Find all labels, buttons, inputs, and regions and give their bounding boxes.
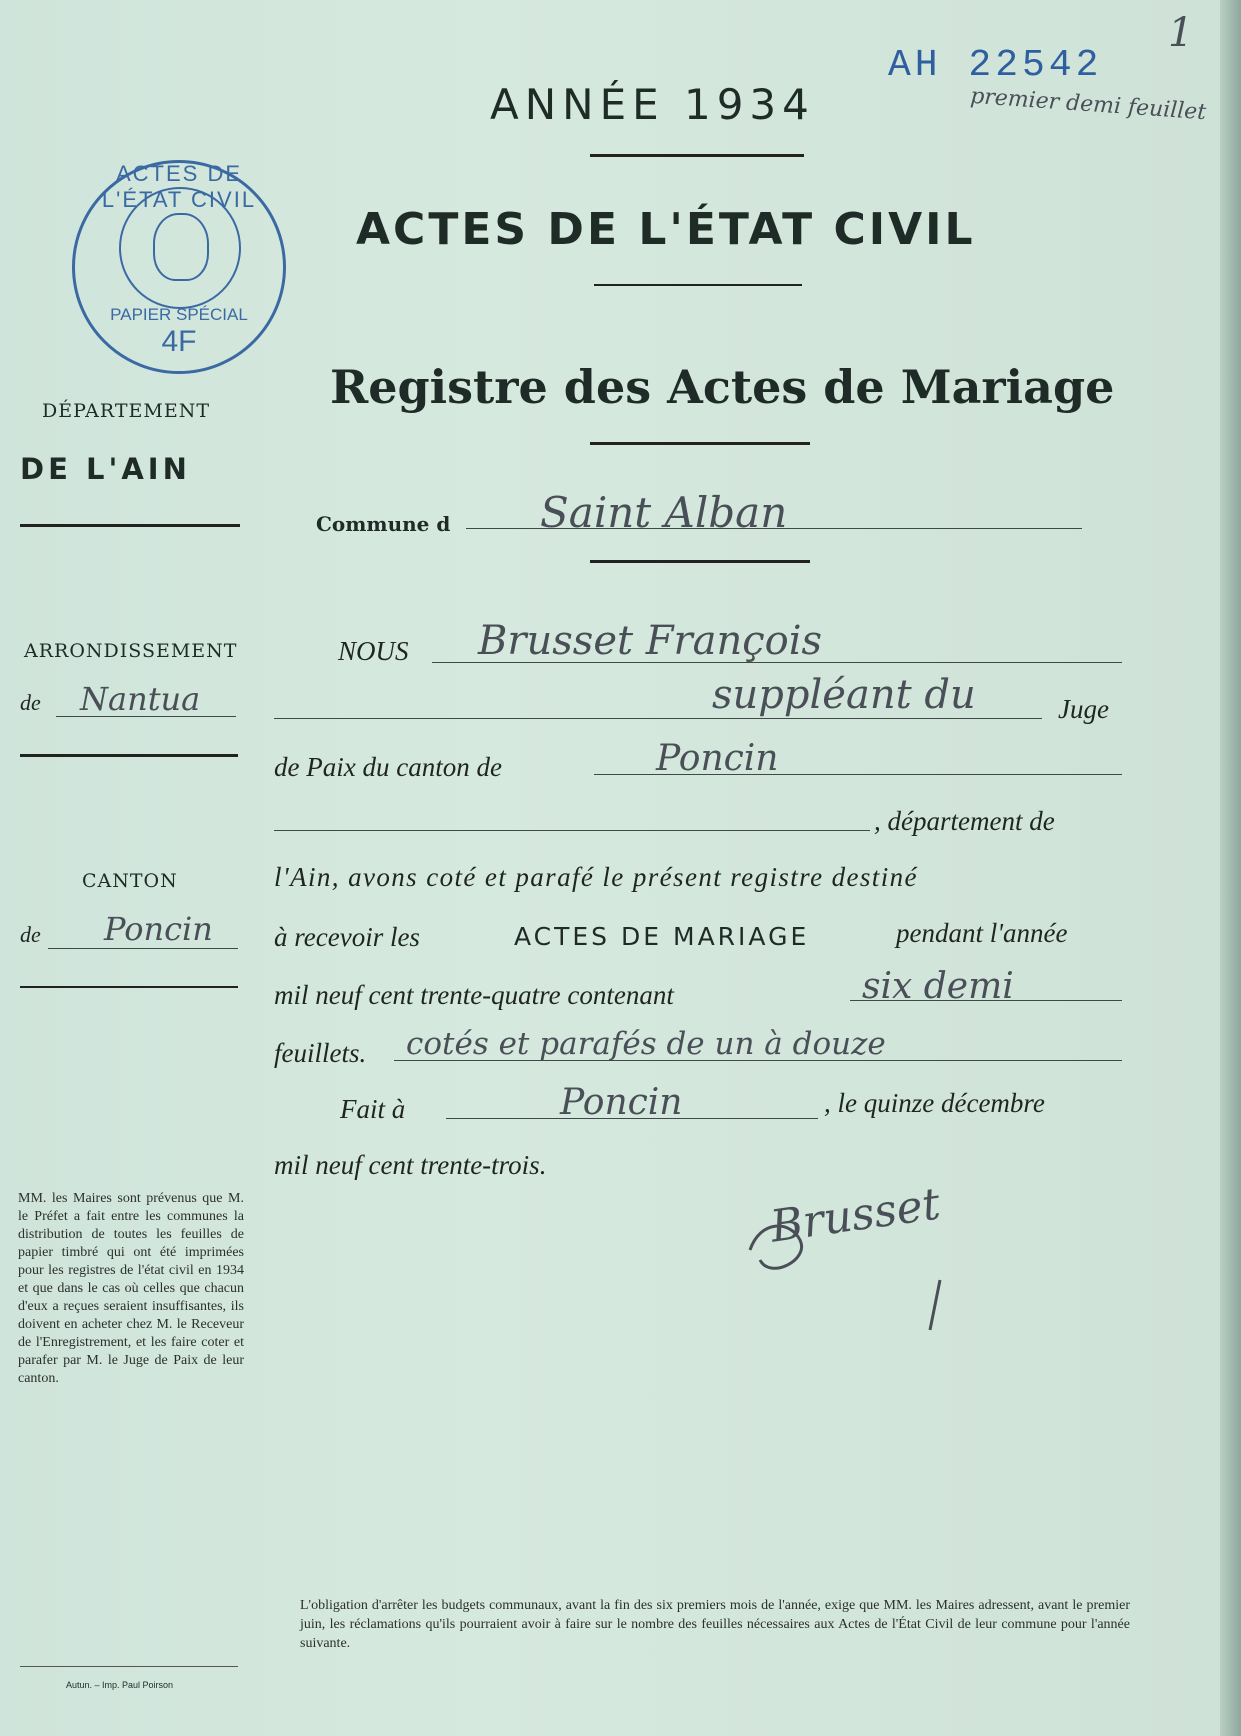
line-ain: l'Ain, avons coté et parafé le présent registre destiné <box>274 862 918 892</box>
page-title: ACTES DE L'ÉTAT CIVIL <box>356 204 976 255</box>
corner-number: 1 <box>1168 10 1194 56</box>
line-recevoir-c: pendant l'année <box>896 918 1068 948</box>
departement-rule <box>20 524 240 527</box>
canton-label: CANTON <box>82 870 178 892</box>
footer-note: L'obligation d'arrêter les budgets communaux, avant la fin des six premiers mois de l'année, exige que MM. les Maires adressent, avant le premier juin, les réclamations qu'ils pourraient avoir à faire sur le nombre des feuilles nécessaires aux Actes de l'État Civil de leur commune pour l'année suivante. <box>300 1598 1130 1651</box>
line-mil-value: six demi <box>862 966 1014 1007</box>
commune-label: Commune d <box>316 512 451 536</box>
departement-blank-line <box>274 830 870 831</box>
nous-line <box>432 662 1122 663</box>
juge-label: Juge <box>1058 694 1109 724</box>
arrondissement-prefix: de <box>20 690 41 715</box>
mayors-note: MM. les Maires sont prévenus que M. le Préfet a fait entre les communes la distribution de toutes les feuilles de papier timbré qui ont été imprimées pour les registres de l'état civil en 1934 et que dans le cas où celles que chacun d'eux a reçues seraient insuffisantes, ils doivent en acheter chez M. le Receveur de l'Enregistrement, et les faire coter et parafer par M. le Juge de Paix de leur canton. <box>18 1191 244 1386</box>
year-line: ANNÉE 1934 <box>490 80 815 129</box>
page-subtitle: Registre des Actes de Mariage <box>330 360 1115 414</box>
title-rule-1 <box>590 154 804 157</box>
departement-label: DÉPARTEMENT <box>42 400 211 422</box>
nous-label: NOUS <box>338 636 409 666</box>
signature-flourish <box>740 1180 960 1340</box>
suppleant-line <box>274 718 1042 719</box>
page-edge <box>1220 0 1241 1736</box>
commune-rule <box>590 560 810 563</box>
suppleant-value: suppléant du <box>712 672 976 718</box>
canton-value: Poncin <box>104 910 213 948</box>
mil-line <box>850 1000 1122 1001</box>
paix-value: Poncin <box>656 738 779 779</box>
fait-line <box>446 1118 818 1119</box>
stamp-top-text: ACTES DE L'ÉTAT CIVIL <box>101 161 257 212</box>
last-line: mil neuf cent trente-trois. <box>274 1150 547 1180</box>
printer-credit: Autun. – Imp. Paul Poirson <box>66 1680 174 1690</box>
signature-tail <box>930 1280 940 1330</box>
canton-rule <box>20 986 238 988</box>
fait-value: Poncin <box>560 1082 683 1123</box>
commune-value: Saint Alban <box>540 488 788 537</box>
reference-number: AH 22542 <box>888 44 1103 87</box>
line-recevoir-a: à recevoir les <box>274 922 420 952</box>
arrondissement-line <box>56 716 236 717</box>
canton-line <box>48 948 238 949</box>
commune-line <box>466 528 1082 529</box>
printer-rule <box>20 1666 238 1667</box>
marianne-head-icon <box>153 213 209 281</box>
margin-handwriting: premier demi feuillet <box>969 83 1207 126</box>
line-mil-a: mil neuf cent trente-quatre contenant <box>274 980 674 1010</box>
stamp-price: 4F <box>161 325 197 358</box>
canton-prefix: de <box>20 922 41 947</box>
paix-label: de Paix du canton de <box>274 752 502 782</box>
nous-value: Brusset François <box>478 618 823 664</box>
title-rule-3 <box>590 442 810 445</box>
departement-text: , département de <box>874 806 1055 836</box>
feuillets-label: feuillets. <box>274 1038 367 1068</box>
feuillets-line <box>394 1060 1122 1061</box>
arrondissement-rule <box>20 754 238 757</box>
paix-line <box>594 774 1122 775</box>
fiscal-stamp <box>72 160 286 374</box>
title-rule-2 <box>594 284 802 286</box>
feuillets-value: cotés et parafés de un à douze <box>406 1026 886 1062</box>
signature: Brusset <box>767 1178 944 1253</box>
signature-stroke <box>750 1226 802 1268</box>
fait-date: , le quinze décembre <box>824 1088 1045 1118</box>
arrondissement-label: ARRONDISSEMENT <box>24 640 238 662</box>
fait-label: Fait à <box>340 1094 406 1124</box>
line-recevoir-b: ACTES DE MARIAGE <box>514 922 810 951</box>
stamp-paper-text: PAPIER SPÉCIAL <box>110 305 248 324</box>
departement-value: DE L'AIN <box>20 452 191 486</box>
arrondissement-value: Nantua <box>80 680 201 718</box>
